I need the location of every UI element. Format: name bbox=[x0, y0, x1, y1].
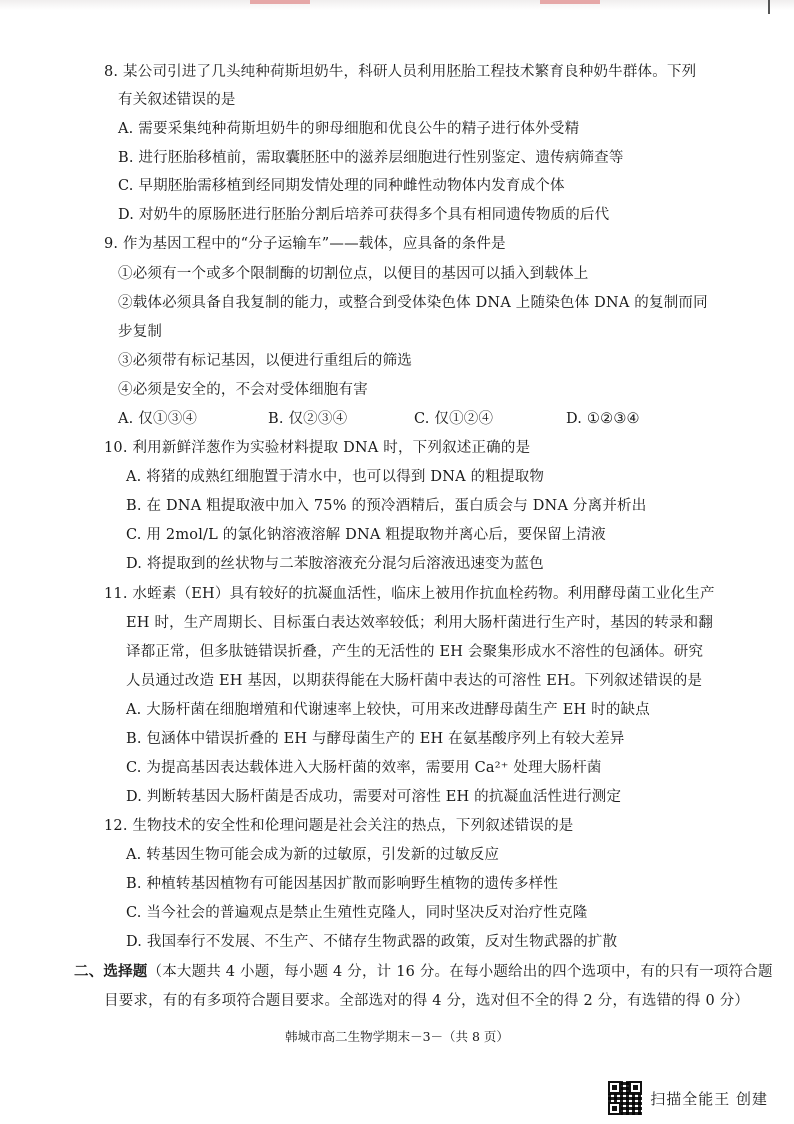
q8-stem: 有关叙述错误的是 bbox=[118, 92, 236, 108]
q9-statement: ③必须带有标记基因，以便进行重组后的筛选 bbox=[118, 353, 412, 369]
q9-option-c: C. 仅①②④ bbox=[414, 411, 494, 427]
q10-option-a: A. 将猪的成熟红细胞置于清水中，也可以得到 DNA 的粗提取物 bbox=[126, 469, 545, 485]
q8-option-a: A. 需要采集纯种荷斯坦奶牛的卵母细胞和优良公牛的精子进行体外受精 bbox=[118, 121, 580, 137]
q10-stem: 10. 利用新鲜洋葱作为实验材料提取 DNA 时，下列叙述正确的是 bbox=[104, 440, 531, 456]
q11-option-a: A. 大肠杆菌在细胞增殖和代谢速率上较快，可用来改进酵母菌生产 EH 时的缺点 bbox=[126, 702, 650, 718]
section-2-instructions: 目要求，有的有多项符合题目要求。全部选对的得 4 分，选对但不全的得 2 分，有选错的得 0 分） bbox=[104, 993, 750, 1009]
q9-statement: 步复制 bbox=[118, 324, 163, 340]
q11-option-b: B. 包涵体中错误折叠的 EH 与酵母菌生产的 EH 在氨基酸序列上有较大差异 bbox=[126, 731, 625, 747]
scan-mark bbox=[768, 0, 770, 14]
q12-option-a: A. 转基因生物可能会成为新的过敏原，引发新的过敏反应 bbox=[126, 847, 500, 863]
q9-option-a: A. 仅①③④ bbox=[118, 411, 198, 427]
scan-mark bbox=[540, 0, 600, 4]
scanner-watermark bbox=[608, 1081, 768, 1115]
q11-stem: EH 时，生产周期长、目标蛋白表达效率较低；利用大肠杆菌进行生产时，基因的转录和翻 bbox=[126, 615, 714, 631]
q11-option-c: C. 为提高基因表达载体进入大肠杆菌的效率，需要用 Ca²⁺ 处理大肠杆菌 bbox=[126, 760, 602, 776]
q8-option-c: C. 早期胚胎需移植到经同期发情处理的同种雌性动物体内发育成个体 bbox=[118, 178, 565, 194]
q10-option-c: C. 用 2mol/L 的氯化钠溶液溶解 DNA 粗提取物并离心后，要保留上清液 bbox=[126, 527, 606, 543]
q11-stem: 11. 水蛭素（EH）具有较好的抗凝血活性，临床上被用作抗血栓药物。利用酵母菌工业化生产 bbox=[104, 586, 715, 602]
section-2-instructions: （本大题共 4 小题，每小题 4 分，计 16 分。在每小题给出的四个选项中，有的只有一项符合题 bbox=[147, 964, 773, 980]
q10-option-b: B. 在 DNA 粗提取液中加入 75% 的预冷酒精后，蛋白质会与 DNA 分离并析出 bbox=[126, 498, 647, 514]
q11-stem: 译都正常，但多肽链错误折叠，产生的无活性的 EH 会聚集形成水不溶性的包涵体。研究 bbox=[126, 644, 704, 660]
watermark-text: 扫描全能王 创建 bbox=[650, 1089, 768, 1108]
q11-stem: 人员通过改造 EH 基因，以期获得能在大肠杆菌中表达的可溶性 EH。下列叙述错误的是 bbox=[126, 673, 703, 689]
scan-edge bbox=[0, 0, 794, 10]
scan-mark bbox=[250, 0, 310, 4]
q9-statement: ④必须是安全的，不会对受体细胞有害 bbox=[118, 382, 368, 398]
q8-option-d: D. 对奶牛的原肠胚进行胚胎分割后培养可获得多个具有相同遗传物质的后代 bbox=[118, 207, 610, 223]
q12-stem: 12. 生物技术的安全性和伦理问题是社会关注的热点，下列叙述错误的是 bbox=[104, 818, 574, 834]
q12-option-c: C. 当今社会的普遍观点是禁止生殖性克隆人，同时坚决反对治疗性克隆 bbox=[126, 905, 588, 921]
q9-statement: ①必须有一个或多个限制酶的切割位点，以便目的基因可以插入到载体上 bbox=[118, 266, 589, 282]
q10-option-d: D. 将提取到的丝状物与二苯胺溶液充分混匀后溶液迅速变为蓝色 bbox=[126, 556, 544, 572]
q9-option-d: D. ①②③④ bbox=[566, 411, 640, 427]
q9-statement: ②载体必须具备自我复制的能力，或整合到受体染色体 DNA 上随染色体 DNA 的复制而同 bbox=[118, 295, 708, 311]
q9-stem: 9. 作为基因工程中的“分子运输车”——载体，应具备的条件是 bbox=[104, 236, 506, 252]
page-footer: 韩城市高二生物学期末－3－（共 8 页） bbox=[285, 1029, 509, 1044]
q12-option-d: D. 我国奉行不发展、不生产、不储存生物武器的政策，反对生物武器的扩散 bbox=[126, 934, 618, 950]
section-2-header bbox=[74, 962, 773, 982]
qr-code-icon bbox=[608, 1081, 642, 1115]
q12-option-b: B. 种植转基因植物有可能因基因扩散而影响野生植物的遗传多样性 bbox=[126, 876, 559, 892]
section-2-label: 二、选择题 bbox=[74, 963, 148, 980]
q9-option-b: B. 仅②③④ bbox=[268, 411, 348, 427]
q8-stem: 8. 某公司引进了几头纯种荷斯坦奶牛，科研人员利用胚胎工程技术繁育良种奶牛群体。下列 bbox=[104, 64, 697, 80]
q8-option-b: B. 进行胚胎移植前，需取囊胚胚中的滋养层细胞进行性别鉴定、遗传病筛查等 bbox=[118, 150, 624, 166]
q11-option-d: D. 判断转基因大肠杆菌是否成功，需要对可溶性 EH 的抗凝血活性进行测定 bbox=[126, 789, 622, 805]
